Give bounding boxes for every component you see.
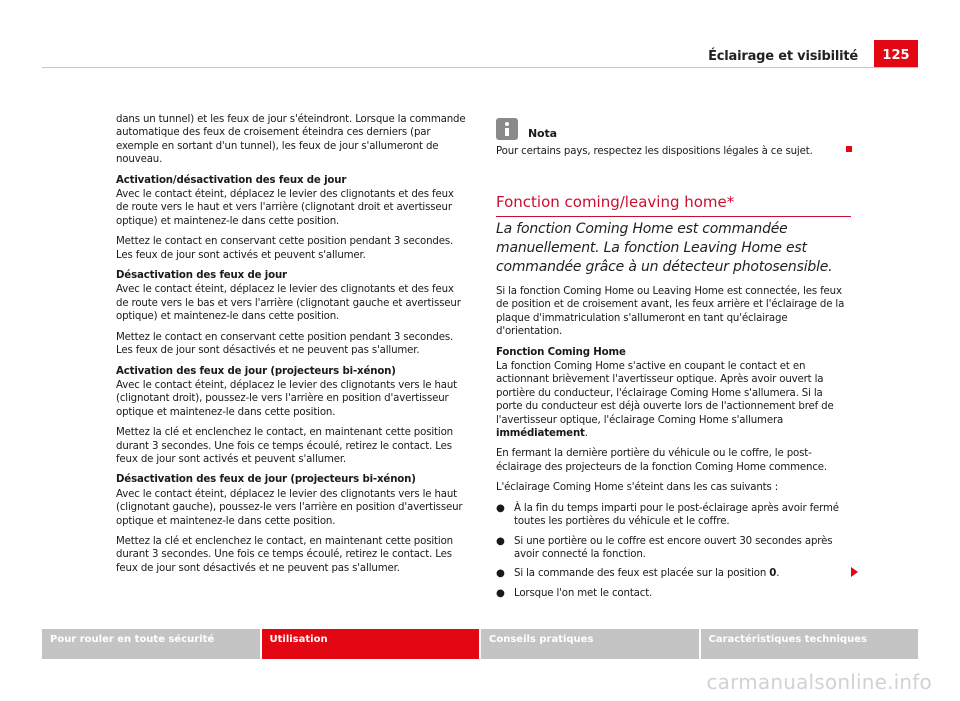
coming-home-heading: Fonction Coming Home: [496, 346, 626, 358]
bullet-icon: ●: [496, 568, 505, 580]
watermark: carmanualsonline.info: [706, 670, 932, 694]
bullet-icon: ●: [496, 535, 505, 547]
xenon-activation-heading: Activation des feux de jour (projecteurs bi-xénon): [116, 365, 396, 377]
deactivation-paragraph-1: Avec le contact éteint, déplacez le levier des clignotants et des feux de route vers le bas et vers l'arrière (clignotant gauche et avertisseur optique) et maintenez-le dans cette position.: [116, 284, 461, 323]
xenon-activation-paragraph-1: Avec le contact éteint, déplacez le levier des clignotants vers le haut (clignotant droit), poussez-le vers l'arrière en position d'avertisseur optique et maintenez-le dans cette position.: [116, 379, 458, 418]
footer-nav: [42, 629, 918, 659]
section-title: Fonction coming/leaving home*: [496, 193, 851, 217]
note-box: [496, 118, 852, 158]
left-column: [116, 113, 468, 582]
xenon-deactivation-paragraph-2: Mettez la clé et enclenchez le contact, en maintenant cette position durant 3 secondes. Une fois ce temps écoulé, retirez le contact. Les feux de jour sont désactivés et ne peuvent pas s'allumer.: [116, 535, 453, 574]
right-column: [496, 285, 852, 606]
xenon-activation-paragraph-2: Mettez la clé et enclenchez le contact, en maintenant cette position durant 3 secondes. Une fois ce temps écoulé, retirez le contact. Les feux de jour sont activés et peuvent s'allumer.: [116, 427, 453, 465]
info-icon: [496, 118, 518, 140]
list-item: ● À la fin du temps imparti pour le post-éclairage après avoir fermé toutes les portières du véhicule et le coffre.: [496, 502, 839, 528]
intro-paragraph: dans un tunnel) et les feux de jour s'éteindront. Lorsque la commande automatique des feux de croisement éteindra ces derniers (par exemple en sortant d'un tunnel), les feux de jour s'allumeront de nouveau.: [116, 114, 466, 166]
page-number: 125: [874, 40, 918, 68]
tab-safety[interactable]: Pour rouler en toute sécurité: [42, 629, 260, 659]
position-value: 0: [769, 568, 777, 580]
activation-heading: Activation/désactivation des feux de jour: [116, 174, 347, 186]
note-text: Pour certains pays, respectez les dispositions légales à ce sujet.: [496, 146, 813, 157]
header-divider: [42, 67, 918, 68]
continue-arrow-icon: [851, 567, 858, 577]
bullet-icon: ●: [496, 502, 505, 514]
tab-technical-specs[interactable]: Caractéristiques techniques: [701, 629, 919, 659]
end-of-note-marker-icon: [846, 146, 852, 152]
list-item: ● Si une portière ou le coffre est encore ouvert 30 secondes après avoir connecté la fonction.: [496, 535, 833, 560]
coming-home-paragraph-1: La fonction Coming Home s'active en coupant le contact et en actionnant brièvement l'avertisseur optique. Après avoir ouvert la portière du conducteur, l'éclairage Coming Home s'allumera. Si la porte du conducteur est déjà ouverte lors de l'actionnement bref de l'avertisseur optique, l'éclairage Coming Home s'allumera immédiatement.: [496, 361, 834, 440]
tab-operation[interactable]: Utilisation: [262, 629, 480, 659]
note-label: Nota: [528, 127, 557, 140]
activation-paragraph-1: Avec le contact éteint, déplacez le levier des clignotants et des feux de route vers le haut et vers l'arrière (clignotant droit et avertisseur optique) et maintenez-le dans cette position.: [116, 189, 454, 227]
coming-home-paragraph-3: L'éclairage Coming Home s'éteint dans les cas suivants :: [496, 482, 779, 494]
tab-practical-tips[interactable]: Conseils pratiques: [481, 629, 699, 659]
activation-paragraph-2: Mettez le contact en conservant cette position pendant 3 secondes. Les feux de jour sont activés et peuvent s'allumer.: [116, 236, 454, 261]
emphasis-immediately: immédiatement: [496, 428, 585, 440]
coming-home-paragraph-2: En fermant la dernière portière du véhicule ou le coffre, le post-éclairage des projecteurs de la fonction Coming Home commence.: [496, 448, 827, 473]
chapter-title: Éclairage et visibilité: [708, 49, 858, 64]
section-lead: La fonction Coming Home est commandée manuellement. La fonction Leaving Home est commandée grâce à un détecteur photosensible.: [496, 221, 833, 275]
xenon-deactivation-heading: Désactivation des feux de jour (projecteurs bi-xénon): [116, 474, 416, 486]
note-header: [496, 118, 852, 140]
list-item: ● Si la commande des feux est placée sur la position 0.: [496, 568, 780, 580]
deactivation-paragraph-2: Mettez le contact en conservant cette position pendant 3 secondes. Les feux de jour sont désactivés et ne peuvent pas s'allumer.: [116, 331, 454, 357]
deactivation-heading: Désactivation des feux de jour: [116, 270, 287, 282]
bullet-icon: ●: [496, 587, 505, 599]
xenon-deactivation-paragraph-1: Avec le contact éteint, déplacez le levier des clignotants vers le haut (clignotant gauche), poussez-le vers l'arrière en position d'avertisseur optique et maintenez-le dans cette position.: [116, 488, 463, 527]
section-paragraph-1: Si la fonction Coming Home ou Leaving Home est connectée, les feux de position et de croisement avant, les feux arrière et l'éclairage de la plaque d'immatriculation s'allumeront en tant qu'éclairage d'orientation.: [496, 286, 845, 338]
list-item: ● Lorsque l'on met le contact.: [496, 587, 653, 599]
